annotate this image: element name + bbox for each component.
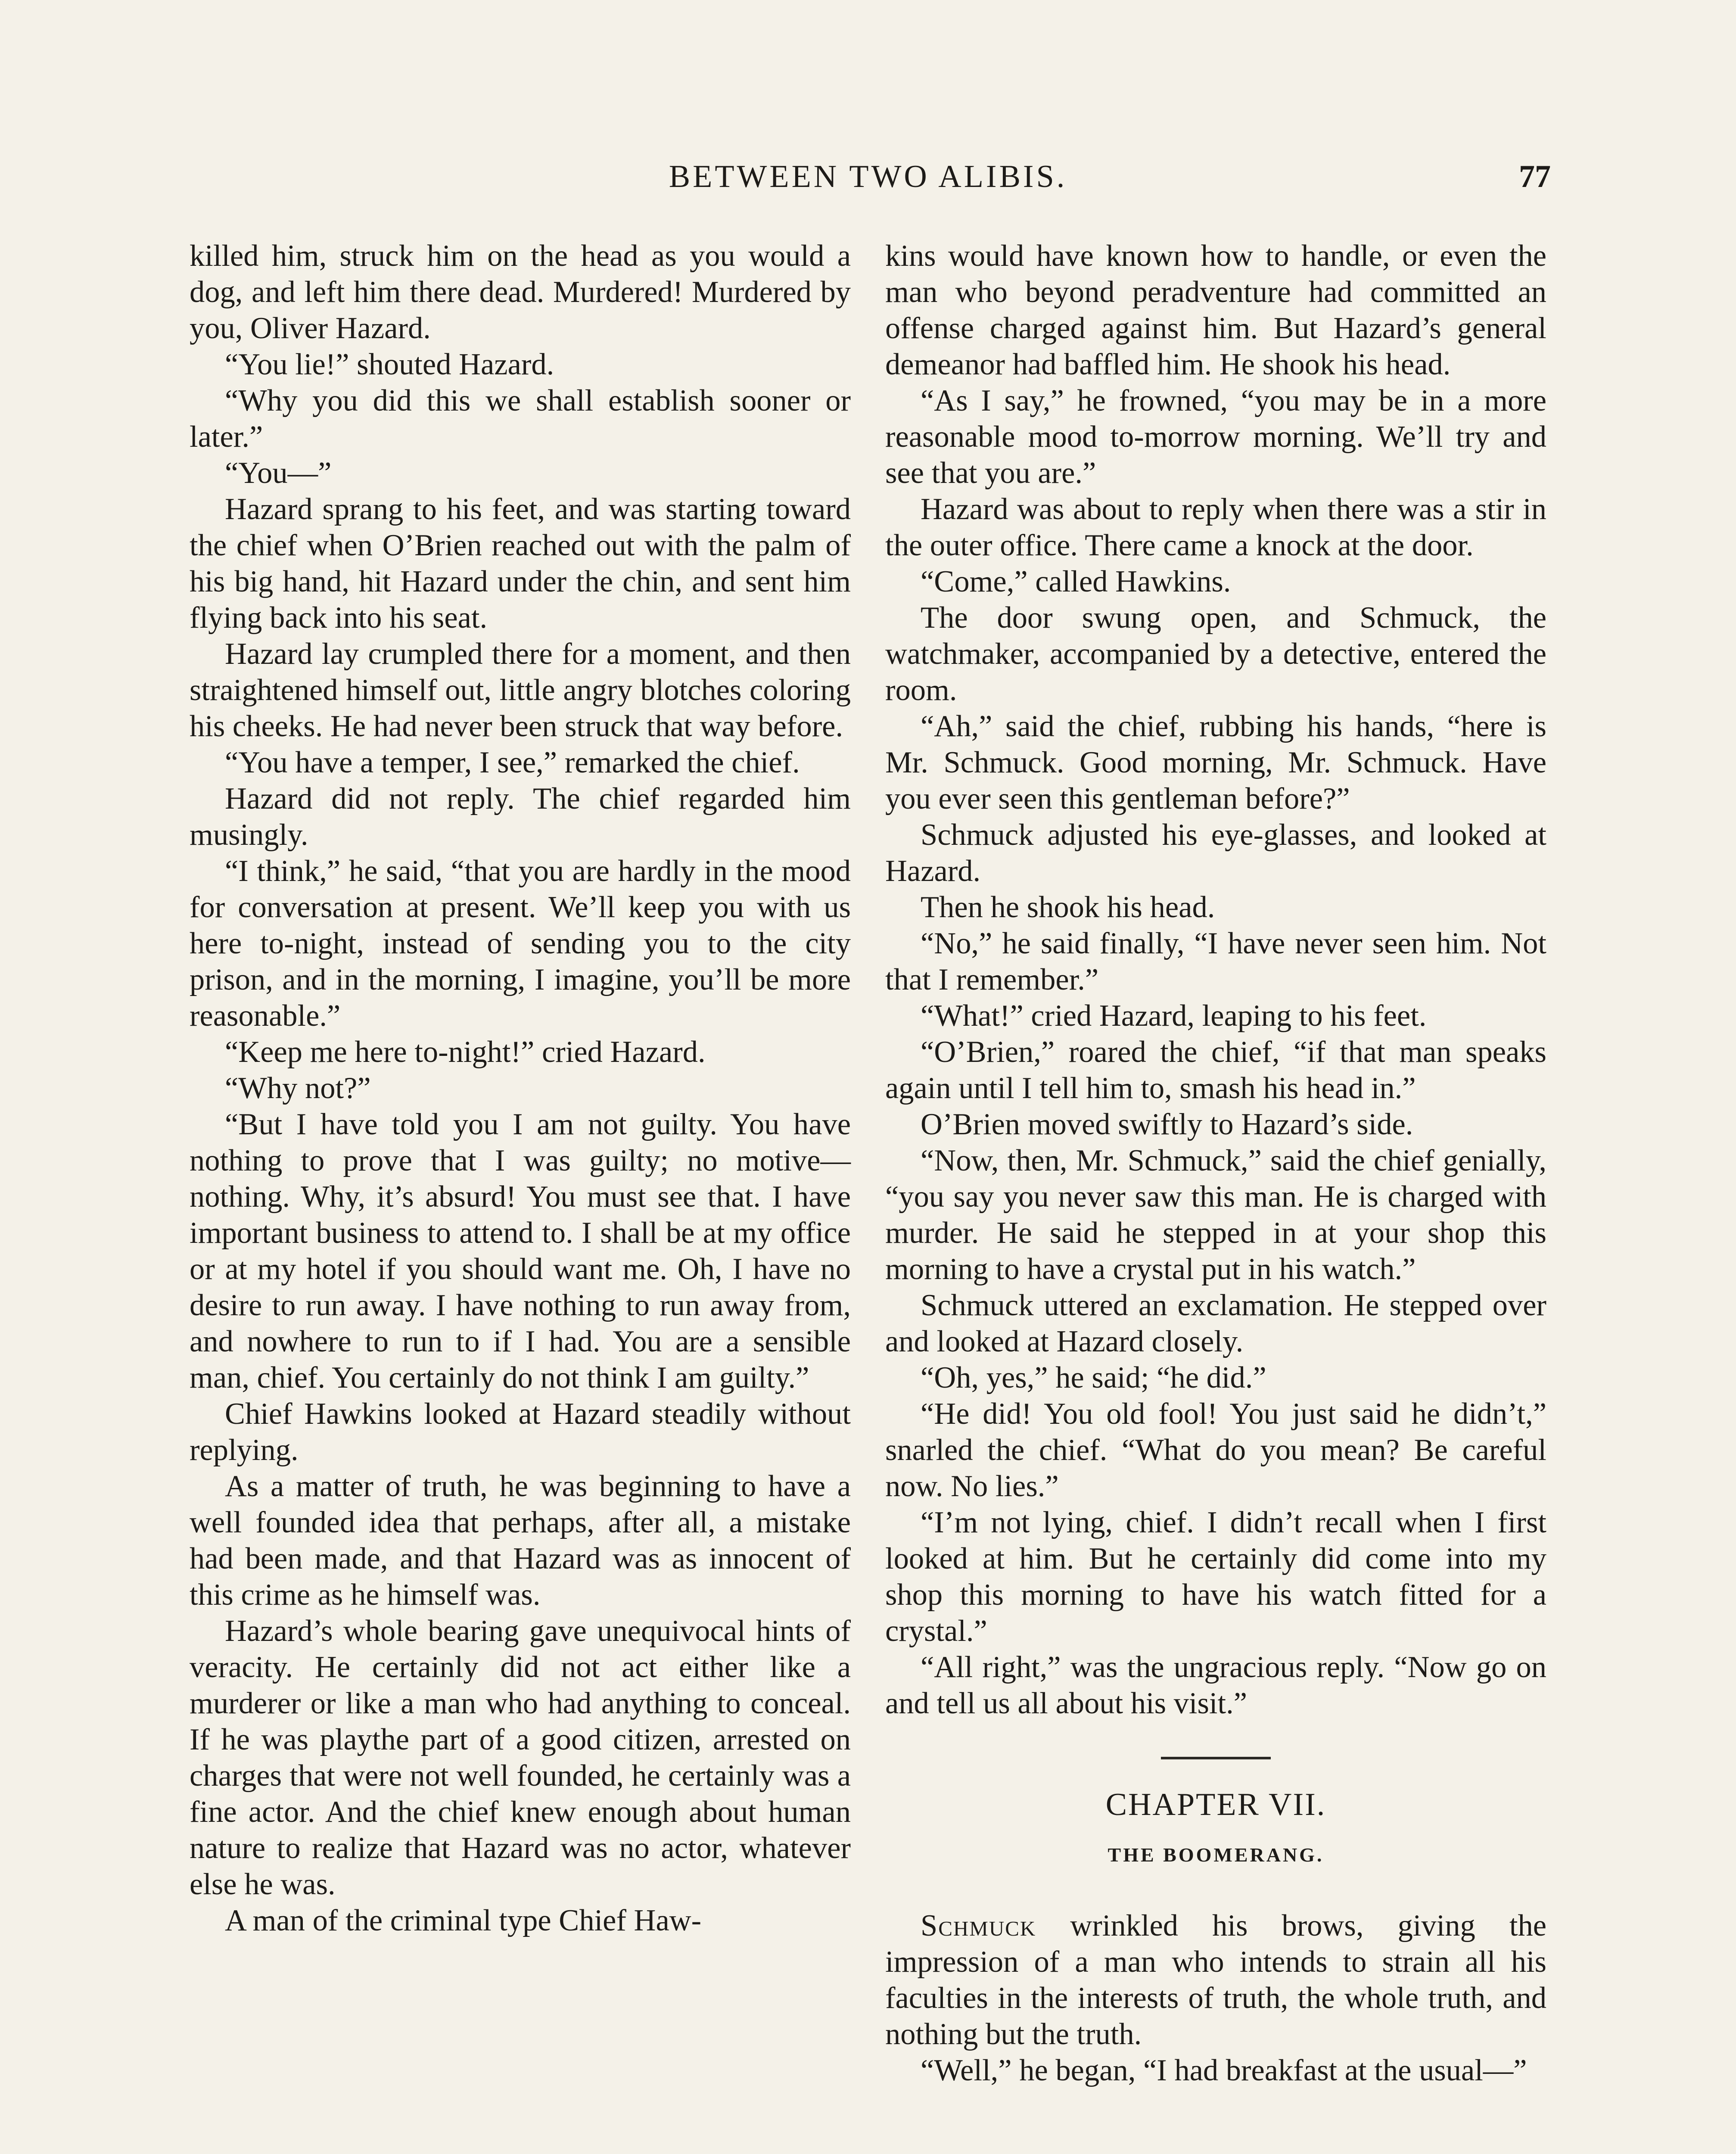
left-text-column <box>190 238 851 1939</box>
paragraph: kins would have known how to handle, or even the man who beyond peradventure had committed an offense charged against him. But Hazard’s general demeanor had baffled him. He shook his head. <box>885 239 1546 381</box>
paragraph: “But I have told you I am not guilty. You have nothing to prove that I was guilty; no motive—nothing. Why, it’s absurd! You must see that. I have important business to attend to. I shall be at my office or at my hotel if you should want me. Oh, I have no desire to run away. I have nothing to run away from, and nowhere to run to if I had. You are a sensible man, chief. You certainly do not think I am guilty.” <box>190 1108 851 1394</box>
paragraph: “What!” cried Hazard, leaping to his feet. <box>921 999 1427 1033</box>
page-number: 77 <box>1519 159 1551 194</box>
paragraph: “No,” he said finally, “I have never seen him. Not that I remember.” <box>885 927 1546 996</box>
paragraph: “Ah,” said the chief, rubbing his hands, “here is Mr. Schmuck. Good morning, Mr. Schmuck. Have you ever seen this gentleman before?” <box>885 710 1546 816</box>
paragraph: “You—” <box>225 456 332 490</box>
chapter-opening-word: Schmuck <box>921 1909 1036 1942</box>
right-text-column <box>885 238 1546 2089</box>
chapter-paragraphs <box>885 2052 1546 2089</box>
paragraph: Hazard lay crumpled there for a moment, and then straightened himself out, little angry blotches coloring his cheeks. He had never been struck that way before. <box>190 637 851 743</box>
right-column-paragraphs <box>885 238 1546 1721</box>
paragraph: Hazard sprang to his feet, and was starting toward the chief when O’Brien reached out with the palm of his big hand, hit Hazard under the chin, and sent him flying back into his seat. <box>190 492 851 635</box>
paragraph: O’Brien moved swiftly to Hazard’s side. <box>921 1108 1413 1141</box>
paragraph: “All right,” was the ungracious reply. “Now go on and tell us all about his visit.” <box>885 1650 1546 1720</box>
paragraph: “I’m not lying, chief. I didn’t recall when I first looked at him. But he certainly did come into my shop this morning to have his watch fitted for a crystal.” <box>885 1506 1546 1648</box>
page-header <box>185 153 1551 205</box>
paragraph: A man of the criminal type Chief Haw- <box>225 1904 702 1937</box>
chapter-subtitle: THE BOOMERANG. <box>1108 1844 1324 1866</box>
paragraph: “I think,” he said, “that you are hardly in the mood for conversation at present. We’ll keep you with us here to-night, instead of sending you to the city prison, and in the morning, I imagine, you’ll be more reasonable.” <box>190 854 851 1033</box>
paragraph: Hazard was about to reply when there was a stir in the outer office. There came a knock at the door. <box>885 492 1546 562</box>
paragraph: “You have a temper, I see,” remarked the chief. <box>225 746 800 779</box>
paragraph: Schmuck adjusted his eye-glasses, and looked at Hazard. <box>885 818 1546 888</box>
paragraph: Schmuck uttered an exclamation. He stepped over and looked at Hazard closely. <box>885 1289 1546 1358</box>
chapter-divider-rule <box>1161 1757 1271 1759</box>
paragraph: The door swung open, and Schmuck, the watchmaker, accompanied by a detective, entered the room. <box>885 601 1546 707</box>
chapter-title: CHAPTER VII. <box>1105 1787 1326 1822</box>
chapter-opening-paragraph <box>885 1908 1546 2052</box>
paragraph: Hazard did not reply. The chief regarded him musingly. <box>190 782 851 852</box>
running-title: BETWEEN TWO ALIBIS. <box>669 159 1067 194</box>
paragraph: “Keep me here to-night!” cried Hazard. <box>225 1035 706 1069</box>
paragraph: “O’Brien,” roared the chief, “if that man speaks again until I tell him to, smash his head in.” <box>885 1035 1546 1105</box>
paragraph: “He did! You old fool! You just said he didn’t,” snarled the chief. “What do you mean? Be careful now. No lies.” <box>885 1397 1546 1503</box>
paragraph: “Why you did this we shall establish sooner or later.” <box>190 384 851 454</box>
paragraph: “Come,” called Hawkins. <box>921 565 1231 598</box>
paragraph: Then he shook his head. <box>921 890 1215 924</box>
paragraph: “Oh, yes,” he said; “he did.” <box>921 1361 1266 1394</box>
paragraph: “Now, then, Mr. Schmuck,” said the chief genially, “you say you never saw this man. He is charged with murder. He said he stepped in at your shop this morning to have a crystal put in his watch.” <box>885 1144 1546 1286</box>
paragraph: Hazard’s whole bearing gave unequivocal hints of veracity. He certainly did not act either like a murderer or like a man who had anything to conceal. If he was playthe part of a good citizen, arrested on charges that were not well founded, he certainly was a fine actor. And the chief knew enough about human nature to realize that Hazard was no actor, whatever else he was. <box>190 1614 851 1901</box>
paragraph: As a matter of truth, he was beginning to have a well founded idea that perhaps, after all, a mistake had been made, and that Hazard was as innocent of this crime as he himself was. <box>190 1469 851 1612</box>
paragraph: killed him, struck him on the head as you would a dog, and left him there dead. Murdered! Murdered by you, Oliver Hazard. <box>190 239 851 345</box>
paragraph: “You lie!” shouted Hazard. <box>225 348 554 381</box>
paragraph: Chief Hawkins looked at Hazard steadily without replying. <box>190 1397 851 1467</box>
paragraph: “Well,” he began, “I had breakfast at the usual—” <box>921 2054 1527 2087</box>
chapter-opening-text: wrinkled his brows, giving the impression of a man who intends to strain all his faculties in the interests of truth, the whole truth, and nothing but the truth. <box>885 1909 1546 2051</box>
paragraph: “Why not?” <box>225 1071 371 1105</box>
paragraph: “As I say,” he frowned, “you may be in a more reasonable mood to-morrow morning. We’ll try and see that you are.” <box>885 384 1546 490</box>
